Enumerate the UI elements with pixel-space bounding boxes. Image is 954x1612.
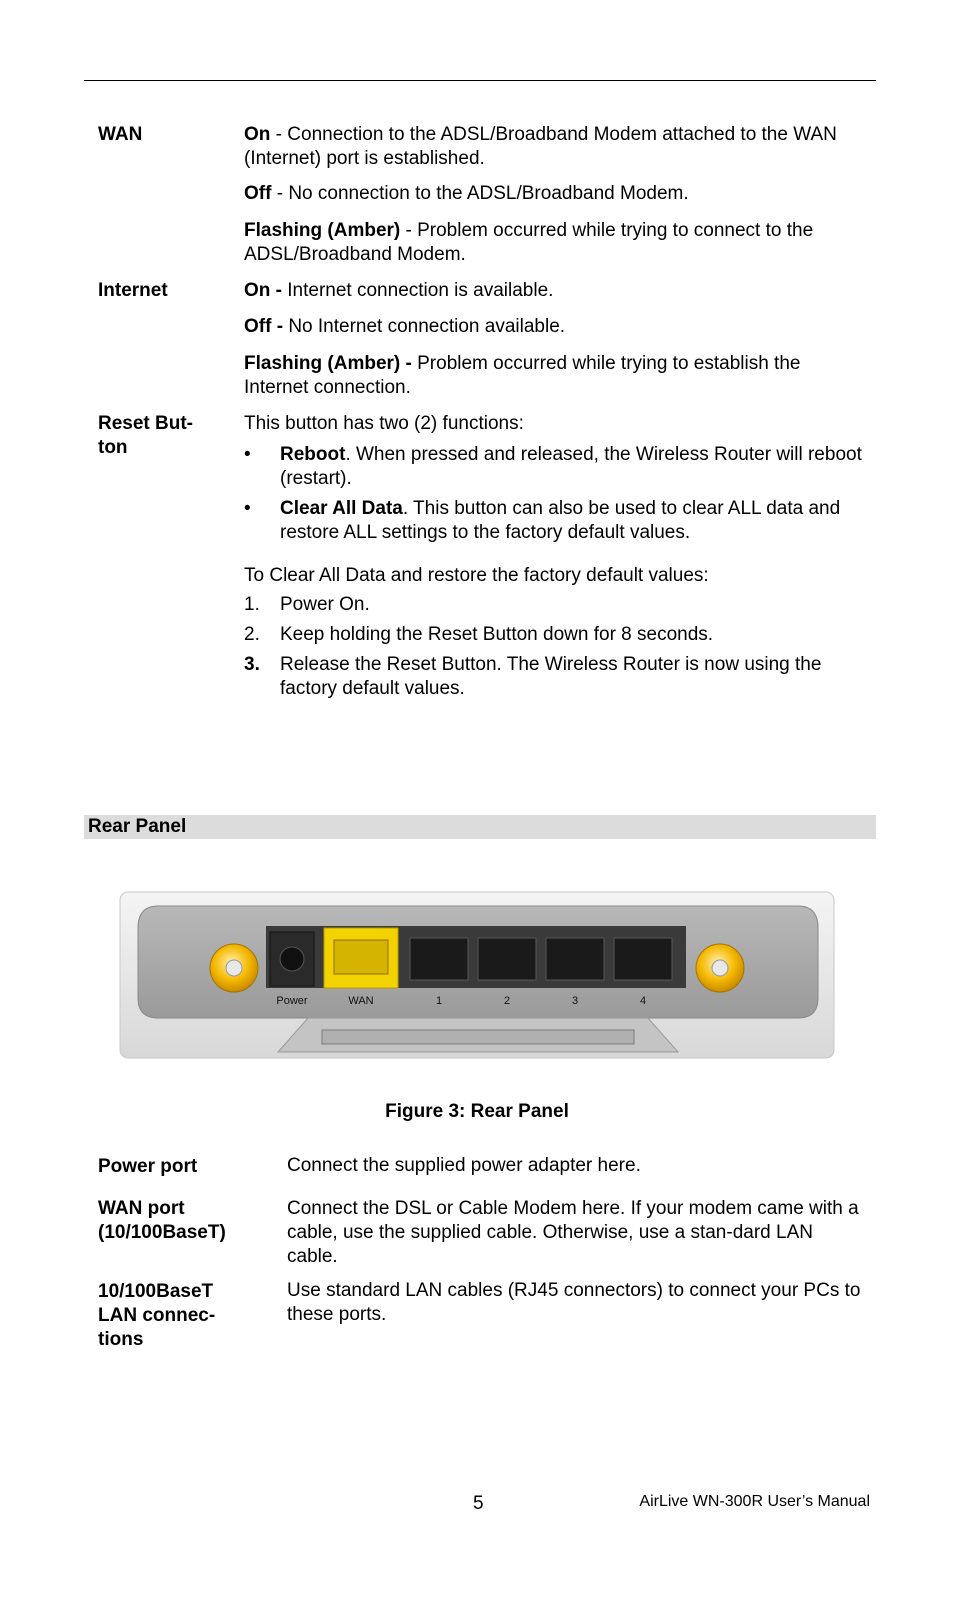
bullet-icon: • bbox=[244, 444, 251, 465]
internet-flash-term: Flashing (Amber) - bbox=[244, 353, 412, 374]
header-rule bbox=[84, 80, 876, 81]
lan-port-3 bbox=[546, 938, 604, 980]
rear-panel-heading: Rear Panel bbox=[88, 816, 187, 837]
rear-panel-heading-bar bbox=[84, 815, 876, 839]
page-number: 5 bbox=[473, 1493, 484, 1514]
wan-off-term: Off bbox=[244, 183, 272, 204]
reset-label: Reset But- ton bbox=[98, 413, 194, 458]
bullet-text bbox=[280, 497, 865, 545]
step-text: Keep holding the Reset Button down for 8 seconds. bbox=[280, 624, 714, 645]
steps-intro: To Clear All Data and restore the factory default values: bbox=[244, 565, 709, 586]
internet-on-text: Internet connection is available. bbox=[282, 280, 554, 301]
lan-port-4 bbox=[614, 938, 672, 980]
label-port-3: 3 bbox=[571, 995, 579, 1007]
power-jack-hole bbox=[280, 947, 304, 971]
wan-flash-text: - Problem occurred while trying to connect to the ADSL/Broadband Modem. bbox=[244, 220, 814, 265]
step-text: Release the Reset Button. The Wireless Router is now using the factory default values. bbox=[280, 654, 822, 699]
internet-on-desc bbox=[244, 279, 864, 303]
wan-on-desc bbox=[244, 123, 864, 171]
reboot-text: . When pressed and released, the Wireless Router will reboot (restart). bbox=[280, 444, 862, 489]
wan-on-text: - Connection to the ADSL/Broadband Modem attached to the WAN (Internet) port is established. bbox=[244, 124, 837, 169]
lan-port-desc: Use standard LAN cables (RJ45 connectors) to connect your PCs to these ports. bbox=[287, 1280, 861, 1325]
internet-off-term: Off - bbox=[244, 316, 284, 337]
power-port-desc: Connect the supplied power adapter here. bbox=[287, 1155, 641, 1176]
step-number: 3. bbox=[244, 654, 260, 675]
bullet-icon: • bbox=[244, 498, 251, 519]
wan-port-desc: Connect the DSL or Cable Modem here. If your modem came with a cable, use the supplied cable. Otherwise, use a stan-dard LAN cable. bbox=[287, 1198, 859, 1267]
label-port-4: 4 bbox=[639, 995, 647, 1007]
wan-flash-desc bbox=[244, 219, 864, 267]
rear-panel-figure bbox=[118, 888, 838, 1068]
bullet-text bbox=[280, 443, 865, 491]
step-number: 2. bbox=[244, 624, 260, 645]
label-port-1: 1 bbox=[435, 995, 443, 1007]
clear-text: . This button can also be used to clear ALL data and restore ALL settings to the factory default values. bbox=[280, 498, 841, 543]
wan-label: WAN bbox=[98, 124, 143, 145]
label-wan: WAN bbox=[348, 995, 374, 1007]
internet-label: Internet bbox=[98, 280, 168, 301]
power-port-label: Power port bbox=[98, 1156, 198, 1177]
manual-title: AirLive WN-300R User’s Manual bbox=[639, 1493, 870, 1510]
wan-off-desc bbox=[244, 182, 864, 206]
wan-flash-term: Flashing (Amber) bbox=[244, 220, 401, 241]
wan-on-term: On bbox=[244, 124, 271, 145]
wan-port-label: WAN port (10/100BaseT) bbox=[98, 1198, 226, 1243]
internet-off-desc bbox=[244, 315, 864, 339]
step-text: Power On. bbox=[280, 594, 370, 615]
wan-off-text: - No connection to the ADSL/Broadband Modem. bbox=[271, 183, 689, 204]
figure-caption: Figure 3: Rear Panel bbox=[385, 1101, 569, 1122]
internet-flash-desc bbox=[244, 352, 864, 400]
internet-flash-text: Problem occurred while trying to establish the Internet connection. bbox=[244, 353, 801, 398]
vent-slot bbox=[322, 1030, 634, 1044]
clear-term: Clear All Data bbox=[280, 498, 403, 519]
wan-port-socket bbox=[334, 940, 388, 974]
label-power: Power bbox=[276, 995, 308, 1007]
internet-off-text: No Internet connection available. bbox=[283, 316, 566, 337]
lan-port-1 bbox=[410, 938, 468, 980]
internet-on-term: On - bbox=[244, 280, 282, 301]
reboot-term: Reboot bbox=[280, 444, 346, 465]
lan-port-label: 10/100BaseT LAN connec- tions bbox=[98, 1281, 216, 1350]
step-number: 1. bbox=[244, 594, 260, 615]
label-port-2: 2 bbox=[503, 995, 511, 1007]
reset-intro: This button has two (2) functions: bbox=[244, 413, 524, 434]
lan-port-2 bbox=[478, 938, 536, 980]
